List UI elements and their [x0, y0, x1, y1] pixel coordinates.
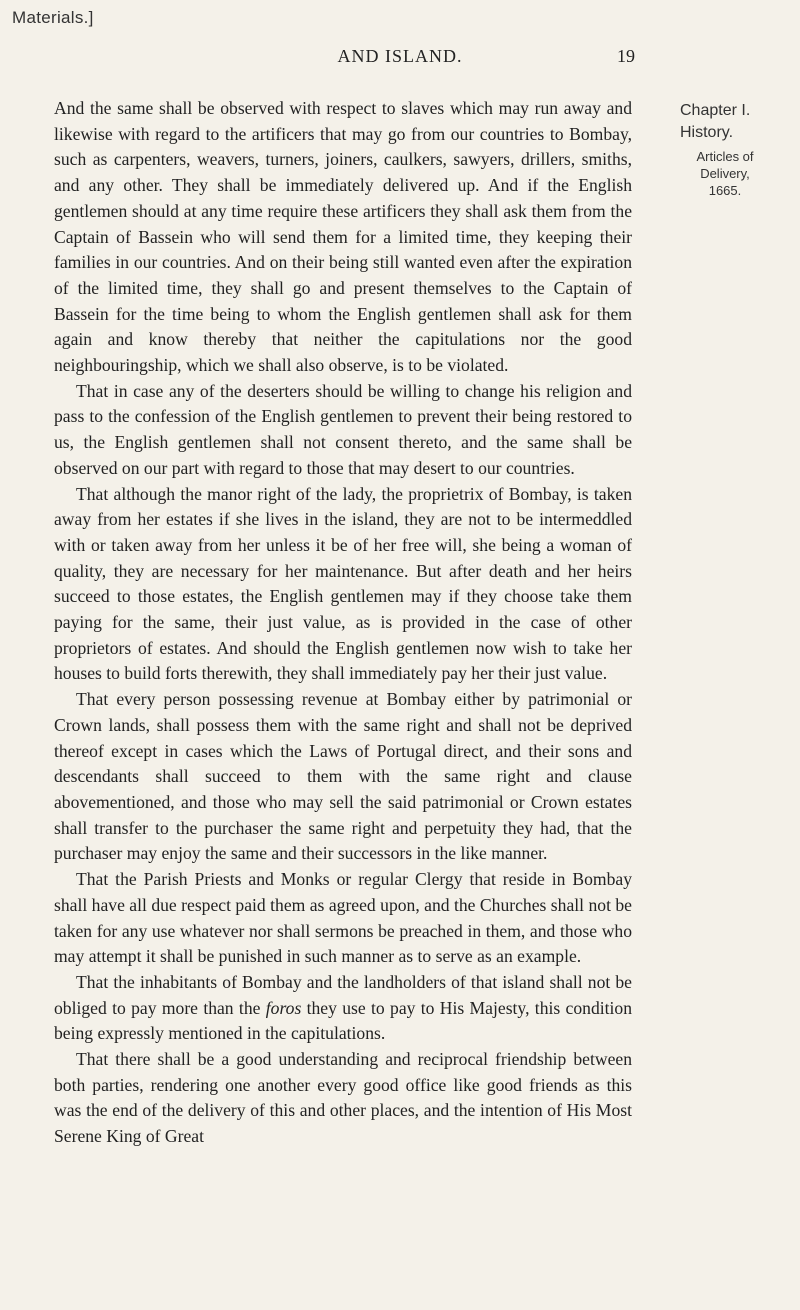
body-text [54, 96, 632, 1150]
margin-note-chapter: Chapter I. [680, 102, 751, 119]
paragraph-1: And the same shall be observed with respect to slaves which may run away and likewise with regard to the artificers that may go from our countries to Bombay, such as carpenters, weavers, turners, joiners, caulkers, sawyers, drillers, smiths, and any other. They shall be immediately delivered up. And if the English gentlemen should at any time require these artificers they shall ask them from the Captain of Bassein who will send them for a limited time, they keeping their families in our countries. And on their being still wanted even after the expiration of the limited time, they shall go and present themselves to the Captain of Bassein for the time being to whom the English gentlemen shall ask for them again and know thereby that neither the capitulations nor the good neighbouringship, which we shall also observe, is to be violated. [54, 98, 632, 376]
italic-term: foros [265, 997, 302, 1018]
section-label: Materials.] [12, 8, 94, 27]
page-number: 19 [617, 46, 635, 66]
paragraph-6: That the inhabitants of Bombay and the landholders of that island shall not be obliged to pay more than the foros they use to pay to His Majesty, this condition being expressly mentioned in the capitulations. [54, 971, 633, 1044]
margin-notes [680, 100, 790, 199]
paragraph-2: That in case any of the deserters should be willing to change his religion and pass to the confession of the English gentlemen to prevent their being restored to us, the English gentlemen shall not consent thereto, and the same shall be observed on our part with regard to those that may desert to our countries. [54, 380, 632, 478]
margin-note-year: 1665. [708, 183, 742, 198]
margin-note-history: History. [680, 124, 734, 141]
paragraph-4: That every person possessing revenue at Bombay either by patrimonial or Crown lands, shall possess them with the same right and shall not be deprived thereof except in cases which the Laws of Portugal direct, and their sons and descendants shall succeed to them with the same right and clause abovementioned, and those who may sell the said patrimonial or Crown estates shall transfer to the purchaser the same right and perpetuity they had, that the purchaser may enjoy the same and their successors in the like manner. [54, 689, 632, 864]
paragraph-7: That there shall be a good understanding and reciprocal friendship between both parties, rendering one another every good office like good friends as this was the end of the delivery of this and other places, and the intention of His Most Serene King of Great [54, 1049, 632, 1147]
running-head: AND ISLAND. [337, 46, 463, 66]
margin-note-articles: Articles of Delivery, [696, 149, 754, 181]
paragraph-5: That the Parish Priests and Monks or regular Clergy that reside in Bombay shall have all due respect paid them as agreed upon, and the Churches shall not be taken for any use whatever nor shall sermons be preached in them, and those who may attempt it shall be punished in such manner as to serve as an example. [54, 869, 632, 967]
paragraph-3: That although the manor right of the lady, the proprietrix of Bombay, is taken away from her estates if she lives in the island, they are not to be intermeddled with or taken away from her unless it be of her free will, she being a woman of quality, they are necessary for her maintenance. But after death and her heirs succeed to those estates, the English gentlemen may if they choose take them paying for the same, their just value, as is provided in the case of other proprietors of estates. And should the English gentlemen now wish to take her houses to build forts therewith, they shall immediately pay her their just value. [54, 483, 632, 684]
